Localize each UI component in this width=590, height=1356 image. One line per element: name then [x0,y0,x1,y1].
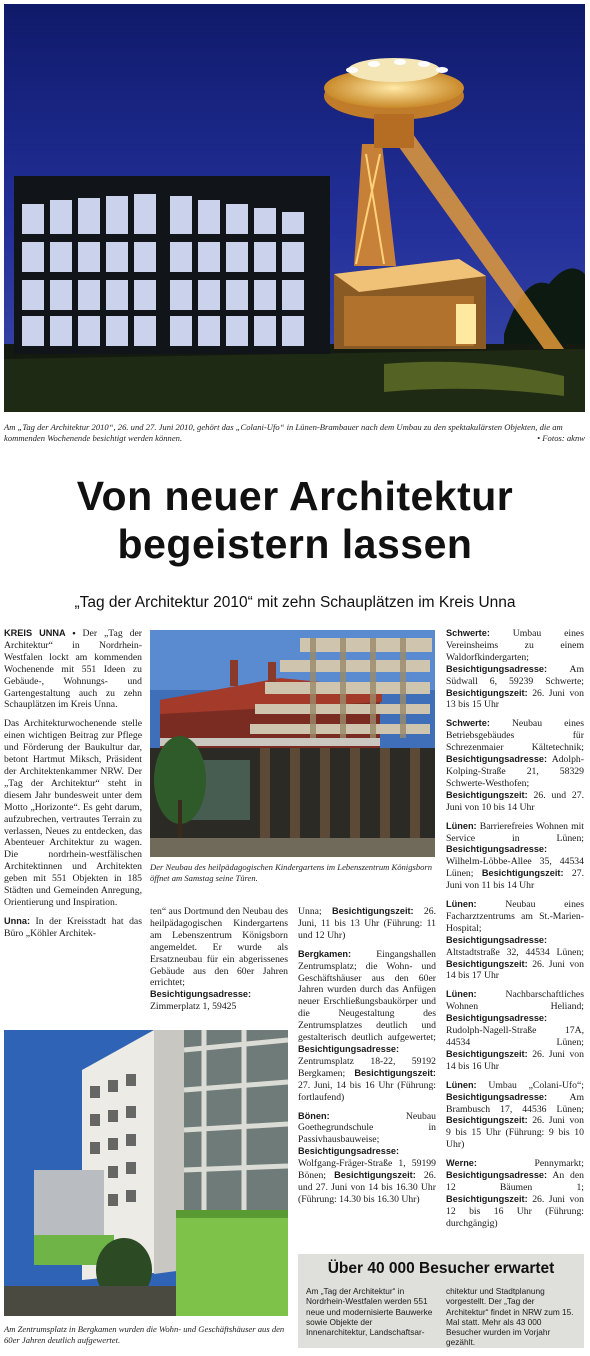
top-photo [4,4,585,412]
bergkamen-time: 27. Juni, 14 bis 16 Uhr (Führung: fortlaufend) [298,1079,436,1103]
werne-address-label: Besichtigungsadresse: [446,1170,548,1181]
luenen-1-text: Barrierefreies Wohnen mit Service in Lünen; [446,820,584,844]
unna-time-label: Besichtigungszeit: [331,906,414,916]
schwerte-2-text: Neubau eines Betriebsgebäudes für Schrezenmaier Kältetechnik; [446,718,584,754]
schwerte-1-address-label: Besichtigungsadresse: [446,663,548,674]
dateline: KREIS UNNA • [4,628,76,638]
luenen-4-label: Lünen: [446,1079,477,1090]
luenen-2-text: Neubau eines Facharztzentrums am St.-Marien-Hospital; [446,899,584,934]
headline [0,472,590,568]
info-box-title: Über 40 000 Besucher erwartet [327,1260,555,1277]
werne-time: 26. Juni von 12 bis 16 Uhr (Führung: durchgängig) [446,1193,584,1229]
luenen-1-label: Lünen: [446,820,477,831]
luenen-1-address: Wilhelm-Löbbe-Allee 35, 44534 Lünen; [446,856,584,880]
schwerte-2-label: Schwerte: [446,718,490,729]
werne-label: Werne: [446,1158,477,1169]
info-box [298,1254,584,1348]
unna-text: In der Kreisstadt hat das Büro „Köhler Architek- [4,915,142,939]
lead-text: Der „Tag der Architektur“ in Nordrhein-Westfalen lockt am kommenden Wochenende mit 551 Ideen zu Gebäude-, Wohnungs- und Gartengestaltung auch zu zehn Schauplätzen im Kreis Unna. [4,628,142,711]
schwerte-2-time-label: Besichtigungszeit: [446,789,528,800]
luenen-4-time: 26. Juni von 9 bis 15 Uhr (Führung: 9 bis 10 Uhr) [446,1115,584,1151]
kindergarten-photo-caption: Der Neubau des heilpädagogischen Kindergartens im Lebenszentrum Königsborn öffnet am Samstag seine Türen. [150,862,433,883]
schwerte-1-time: 26. Juni von 13 bis 15 Uhr [446,687,584,711]
boenen-label: Bönen: [298,1110,330,1121]
luenen-2-time-label: Besichtigungszeit: [446,958,528,969]
bergkamen-address: Zentrumsplatz 18-22, 59192 Bergkamen; [298,1055,436,1079]
luenen-3-address: Rudolph-Nagell-Straße 17A, 44534 Lünen; [446,1025,584,1048]
boenen-time: 26. und 27. Juni von 14 bis 16.30 Uhr (Führung: 14.30 bis 16.30 Uhr) [298,1170,436,1205]
kindergarten-photo-image [150,630,435,857]
unna-time: 26. Juni, 11 bis 13 Uhr (Führung: 11 und 12 Uhr) [298,906,436,941]
subheadline: „Tag der Architektur 2010“ mit zehn Schauplätzen im Kreis Unna [74,594,516,611]
article-column-3 [298,906,436,1213]
schwerte-1-address: Am Südwall 6, 59239 Schwerte; [446,663,584,687]
bergkamen-label: Bergkamen: [298,948,352,959]
werne-text: Pennymarkt; [476,1158,584,1170]
schwerte-2-time: 26. und 27. Juni von 10 bis 14 Uhr [446,789,584,813]
werne-time-label: Besichtigungszeit: [446,1193,528,1204]
boenen-time-label: Besichtigungszeit: [334,1170,416,1181]
bergkamen-photo [4,1030,288,1316]
unna-continued: Unna; [298,906,332,917]
schwerte-1-text: Umbau eines Vereinsheims zu einem Waldorfkindergarten; [446,628,584,663]
article-column-1 [4,628,142,947]
bergkamen-photo-caption: Am Zentrumsplatz in Bergkamen wurden die Wohn- und Geschäftshäuser aus den 60er Jahren deutlich aufgewertet. [4,1324,285,1345]
unna-label: Unna: [4,915,31,926]
schwerte-2-address-label: Besichtigungsadresse: [446,754,548,765]
bergkamen-photo-image [4,1030,288,1316]
luenen-4-address-label: Besichtigungsadresse: [446,1091,548,1102]
headline-line-2: begeistern lassen [117,521,473,567]
luenen-4-address: Am Brambusch 17, 44536 Lünen; [446,1091,584,1115]
kindergarten-photo [150,630,435,857]
werne-address: An den 12 Bäumen 1; [446,1170,584,1193]
luenen-3-label: Lünen: [446,989,477,1000]
headline-line-1: Von neuer Architektur [76,473,514,519]
schwerte-1-time-label: Besichtigungszeit: [446,687,528,698]
bergkamen-text: Eingangshallen Zentrumsplatz; die Wohn- und Geschäftshäuser aus den 60er Jahren wurden durch das Anfügen neuer Erschließungsbaukörper und die Neugestaltung des Zentrumsplatzes deutlich und gestalterisch deutlich aufgewertet; [298,948,436,1044]
top-photo-caption-text: Am „Tag der Architektur 2010“, 26. und 27. Juni 2010, gehört das „Colani-Ufo“ in Lünen-Brambauer nach dem Umbau zu den spektakulärsten Objekten, die am kommenden Wochenende besichtigt werden können. [4,422,563,443]
luenen-3-text: Nachbarschaftliches Wohnen Heliand; [446,989,584,1013]
info-box-text-right: chitektur und Stadtplanung vorgestellt. Der „Tag der Architektur“ findet in NRW zum 15. Mal statt. Mehr als 43 000 Besucher wurden im Vorjahr gezählt. [446,1286,574,1348]
top-photo-image [4,4,585,412]
top-photo-caption [4,422,585,444]
bergkamen-time-label: Besichtigungszeit: [354,1067,436,1078]
luenen-2-address-label: Besichtigungsadresse: [446,934,548,945]
luenen-3-time: 26. Juni von 14 bis 16 Uhr [446,1048,584,1072]
luenen-4-text: Umbau „Colani-Ufo“; [476,1079,584,1091]
luenen-1-time: 27. Juni von 11 bis 14 Uhr [446,868,584,892]
luenen-1-time-label: Besichtigungszeit: [481,868,564,879]
paragraph-2: Das Architekturwochenende stelle einen wichtigen Beitrag zur Pflege und Förderung der Baukultur dar, betont Hartmut Miksch, Präsident der Architektenkammer NRW. Der „Tag der Architektur“ steht in diesem Jahr bundesweit unter dem Motto „Horizonte“. Es geht darum, aufzubrechen, vertrautes Terrain zu verlassen, Neues zu entdecken, das Abenteuer Architektur zu wagen. Die nordrhein-westfälischen Architektinnen und Architekten geben mit 551 Objekten in 185 Städten und Gemeinden Anregung, Orientierung und Inspiration. [4,718,142,908]
article-column-4 [446,628,584,1237]
schwerte-1-label: Schwerte: [446,628,490,638]
column-2-address-label: Besichtigungsadresse: [150,989,252,1000]
column-2-text: ten“ aus Dortmund den Neubau des heilpädagogischen Kindergartens am Lebenszentrum Königsborn angemeldet. Er wurde als Ersatzneubau für ein abgerissenes Gebäude aus den 60er Jahren errichtet; [150,906,289,989]
boenen-address-label: Besichtigungsadresse: [298,1146,400,1157]
luenen-3-address-label: Besichtigungsadresse: [446,1013,548,1024]
info-box-text-left: Am „Tag der Architektur“ in Nordrhein-Westfalen werden 551 neue und modernisierte Bauwerke sowie Objekte der Innenarchitektur, Landschaftsar- [306,1286,433,1338]
boenen-text: Neubau Goethegrundschule in Passivhausbauweise; [298,1110,436,1146]
luenen-2-address: Altstadtstraße 32, 44534 Lünen; [446,946,584,958]
luenen-2-label: Lünen: [446,899,477,910]
luenen-3-time-label: Besichtigungszeit: [446,1048,528,1059]
schwerte-2-address: Adolph-Kolping-Straße 21, 58329 Schwerte-Westhofen; [446,754,584,789]
column-2-address: Zimmerplatz 1, 59425 [150,1001,237,1013]
luenen-2-time: 26. Juni von 14 bis 17 Uhr [446,958,584,982]
article-column-2 [150,906,288,1020]
luenen-1-address-label: Besichtigungsadresse: [446,844,548,855]
photo-credit: • Fotos: aknw [537,433,585,443]
luenen-4-time-label: Besichtigungszeit: [446,1115,528,1126]
boenen-address: Wolfgang-Fräger-Straße 1, 59199 Bönen; [298,1158,436,1182]
bergkamen-address-label: Besichtigungsadresse: [298,1043,400,1054]
